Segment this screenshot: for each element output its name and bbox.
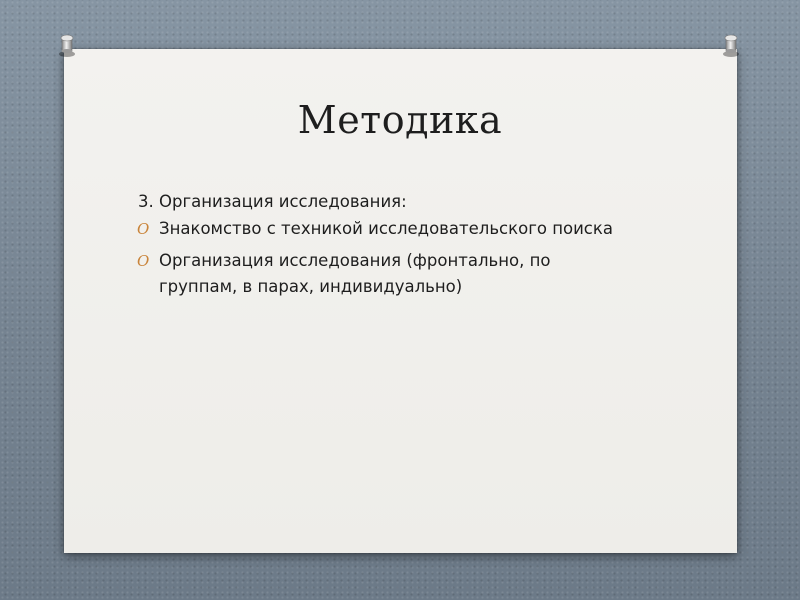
bullet-text: Знакомство с техникой исследовательского поиска bbox=[159, 219, 613, 238]
bullet-icon: O bbox=[137, 220, 150, 238]
bullet-item bbox=[134, 216, 634, 242]
section-heading: 3. Организация исследования: bbox=[138, 192, 407, 211]
bullet-text: Организация исследования (фронтально, по группам, в парах, индивидуально) bbox=[159, 251, 551, 296]
slide-title: Методика bbox=[297, 98, 503, 142]
bullet-icon: O bbox=[137, 252, 150, 270]
pushpin-icon bbox=[722, 34, 740, 58]
bullet-item bbox=[134, 248, 634, 300]
bullet-list bbox=[134, 216, 634, 300]
slide-content bbox=[134, 190, 634, 306]
pushpin-icon bbox=[58, 34, 76, 58]
